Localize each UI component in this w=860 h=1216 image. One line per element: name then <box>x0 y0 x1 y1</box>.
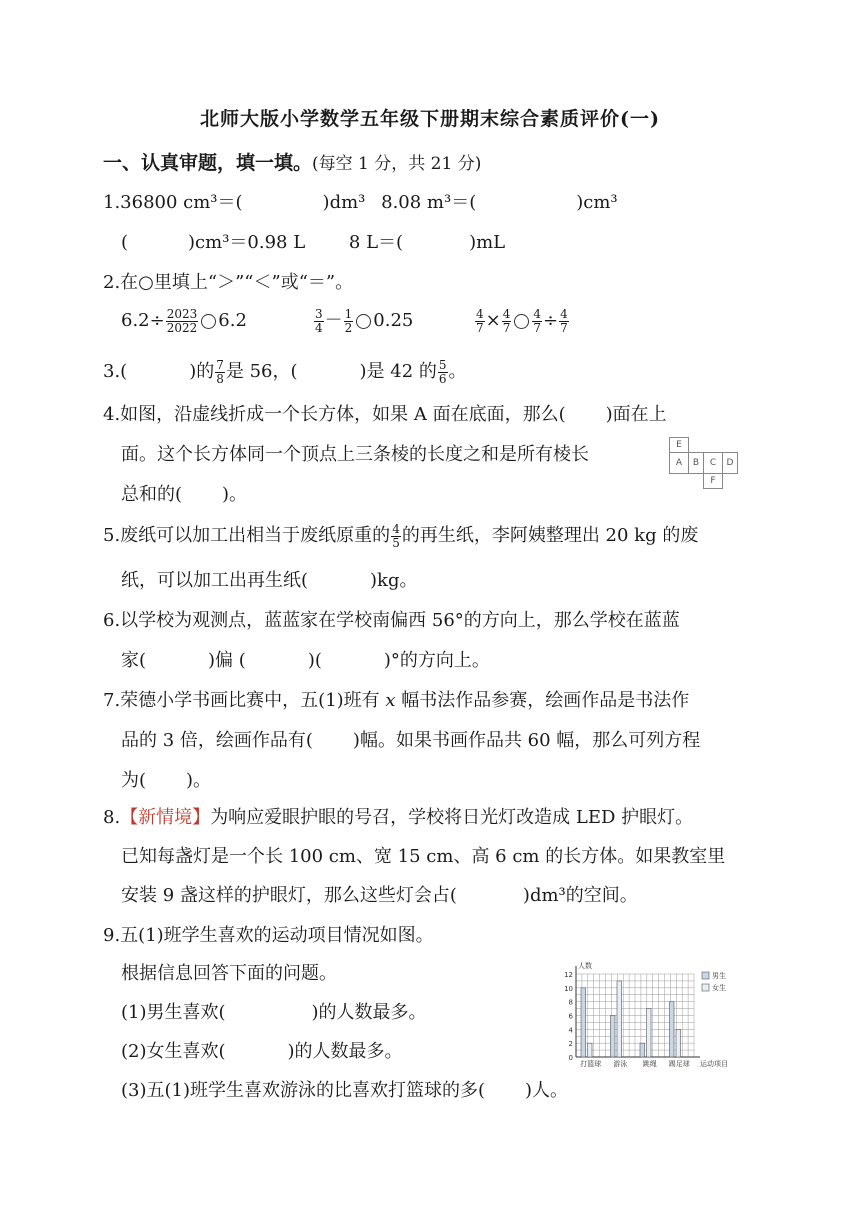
x-axis-label: 运动项目 <box>700 1060 728 1068</box>
question-7-line-3: 为( )。 <box>121 770 212 791</box>
section-heading <box>103 148 481 179</box>
y-tick-label: 2 <box>568 1040 573 1049</box>
q1-text-d: 8 L＝( <box>348 232 404 253</box>
net-face-b: B <box>688 452 704 474</box>
question-1-line-2 <box>121 228 505 258</box>
question-2-expr-2: $\frac{3}{4}$ － $\frac{1}{2}$ 0.25 <box>315 306 414 335</box>
q1-unit-c: )cm³＝0.98 L <box>188 232 306 253</box>
y-tick-label: 6 <box>568 1012 573 1021</box>
question-6-line-2: 家( )偏 ( )( )°的方向上。 <box>121 650 490 671</box>
x-tick-label: 踢足球 <box>668 1060 690 1068</box>
sports-bar-chart <box>556 960 746 1072</box>
new-context-tag: 【新情境】 <box>120 807 211 828</box>
bar-girls-1 <box>617 981 622 1057</box>
x-tick-label: 跳绳 <box>642 1060 657 1068</box>
chart-grid <box>576 966 700 1057</box>
page-title: 北师大版小学数学五年级下册期末综合素质评价(一) <box>200 108 660 130</box>
question-5-line-1: 5.废纸可以加工出相当于废纸原重的 $\frac{4}{5}$ 的再生纸，李阿姨整理出 20 kg 的废 <box>103 521 699 550</box>
net-face-e: E <box>669 437 689 453</box>
question-7-line-1: 7.荣德小学书画比赛中，五(1)班有 x 幅书法作品参赛，绘画作品是书法作 <box>103 690 690 711</box>
question-9-line-2: 根据信息回答下面的问题。 <box>121 963 337 984</box>
legend-label: 女生 <box>712 984 726 992</box>
compare-circle[interactable] <box>201 314 216 329</box>
question-7-line-2: 品的 3 倍，绘画作品有( )幅。如果书画作品共 60 幅，那么可列方程 <box>121 730 701 751</box>
compare-circle[interactable] <box>514 314 529 329</box>
bar-boys-0 <box>581 988 586 1057</box>
y-tick-label: 8 <box>568 998 573 1007</box>
net-face-c: C <box>703 452 723 474</box>
chart-legend <box>702 971 726 992</box>
y-tick-label: 4 <box>568 1026 573 1035</box>
question-8-line-2: 已知每盏灯是一个长 100 cm、宽 15 cm、高 6 cm 的长方体。如果教室里 <box>121 846 726 867</box>
section-note: (每空 1 分，共 21 分) <box>312 154 482 174</box>
q1-text-a: 1.36800 cm³＝( <box>103 192 243 213</box>
question-3: 3.( )的 $\frac{7}{8}$ 是 56，( )是 42 的 $\frac{5}{6}$ 。 <box>103 357 467 386</box>
net-face-f: F <box>703 473 723 489</box>
question-9-sub-1: (1)男生喜欢( )的人数最多。 <box>121 1002 427 1023</box>
legend-swatch <box>702 972 709 979</box>
question-4-line-3: 总和的( )。 <box>121 484 248 505</box>
bar-girls-3 <box>676 1029 681 1057</box>
question-9-line-1: 9.五(1)班学生喜欢的运动项目情况如图。 <box>103 925 434 946</box>
y-axis-label: 人数 <box>578 962 592 970</box>
question-2-text: 2.在○里填上“＞”“＜”或“＝”。 <box>103 272 354 293</box>
chart-bars <box>581 981 681 1057</box>
bar-boys-2 <box>640 1043 645 1057</box>
section-title: 一、认真审题，填一填。 <box>103 152 313 174</box>
q1-text-c: ( <box>121 232 129 253</box>
q1-unit-b: )cm³ <box>576 192 618 213</box>
question-6-line-1: 6.以学校为观测点，蓝蓝家在学校南偏西 56°的方向上，那么学校在蓝蓝 <box>103 610 680 631</box>
q1-text-b: 8.08 m³＝( <box>381 192 477 213</box>
q1-unit-a: )dm³ <box>322 192 366 213</box>
question-9-sub-2: (2)女生喜欢( )的人数最多。 <box>121 1041 403 1062</box>
bar-boys-1 <box>611 1016 616 1058</box>
question-9-sub-3: (3)五(1)班学生喜欢游泳的比喜欢打篮球的多( )人。 <box>121 1080 569 1101</box>
y-tick-label: 0 <box>568 1054 573 1062</box>
bar-girls-2 <box>647 1009 652 1057</box>
x-tick-label: 游泳 <box>613 1060 628 1068</box>
legend-swatch <box>702 984 709 991</box>
net-face-d: D <box>722 452 738 474</box>
question-5-line-2: 纸，可以加工出再生纸( )kg。 <box>121 570 418 591</box>
question-2-expr-3: $\frac{4}{7}$ × $\frac{4}{7}$ $\frac{4}{7}$ ÷ $\frac{4}{7}$ <box>476 306 568 335</box>
question-1-line-1 <box>103 188 618 218</box>
question-4-line-2: 面。这个长方体同一个顶点上三条棱的长度之和是所有棱长 <box>121 444 589 465</box>
legend-label: 男生 <box>712 972 726 980</box>
compare-circle[interactable] <box>356 314 371 329</box>
y-tick-label: 10 <box>564 984 573 993</box>
question-8-line-1: 8.【新情境】为响应爱眼护眼的号召，学校将日光灯改造成 LED 护眼灯。 <box>103 807 694 828</box>
y-tick-label: 12 <box>564 971 573 979</box>
question-2-expr-1: 6.2÷ $\frac{2023}{2022}$ 6.2 <box>121 306 247 335</box>
x-tick-label: 打篮球 <box>580 1060 602 1068</box>
bar-boys-3 <box>670 1002 675 1057</box>
question-4-line-1: 4.如图，沿虚线折成一个长方体，如果 A 面在底面，那么( )面在上 <box>103 404 667 425</box>
bar-girls-0 <box>588 1043 593 1057</box>
net-face-a: A <box>669 452 689 474</box>
question-8-line-3: 安装 9 盏这样的护眼灯，那么这些灯会占( )dm³的空间。 <box>121 885 638 906</box>
q1-unit-d: )mL <box>469 232 506 253</box>
